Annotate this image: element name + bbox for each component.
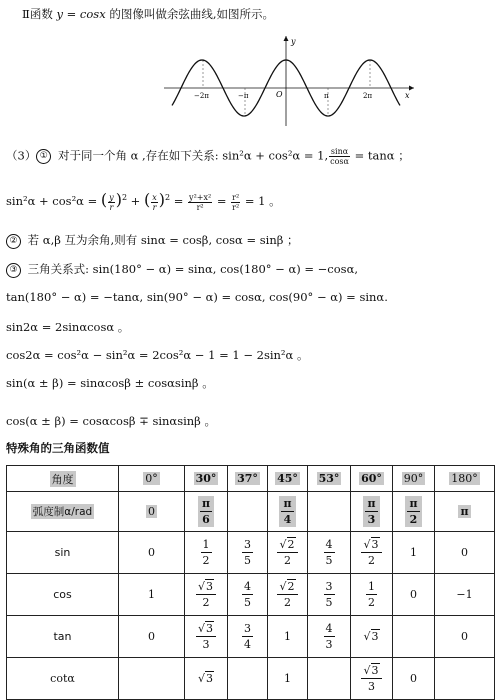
cot-cell-45: 1 [268, 658, 308, 700]
item2-text: 若 α,β 互为余角,则有 sinα = cosβ, cosα = sinβ ； [24, 233, 299, 247]
table-title: 特殊角的三角函数值 [6, 441, 110, 455]
cot-cell-53 [308, 658, 351, 700]
item3-text: 对于同一个角 α ,存在如下关系: [54, 148, 223, 163]
formula-line-2: sin2α = 2sinαcosα 。 [6, 320, 130, 334]
degree-row [7, 466, 495, 492]
x-over-r: $\frac{x}{r}$ [152, 192, 157, 212]
deg-cell-90: 90° [393, 466, 435, 492]
sum-over-r2: $\frac{\text{y²+x²}}{\text{r²}}$ [189, 192, 212, 212]
sin-cell-45: $\frac{√2}{2}$ [268, 532, 308, 574]
tan-cell-45: 1 [268, 616, 308, 658]
tan-row [7, 616, 495, 658]
cos-cell-45: $\frac{√2}{2}$ [268, 574, 308, 616]
formula-line-4: sin(α ± β) = sinαcosβ ± cosαsinβ 。 [6, 376, 214, 390]
item3b-line [6, 261, 358, 278]
item3b-text: 三角关系式: sin(180° − α) = sinα, cos(180° − α) = −cosα, [24, 262, 358, 276]
sin-cell-90: 1 [393, 532, 435, 574]
radian-header: 弧度制α/rad [32, 506, 93, 518]
intro-line [22, 6, 274, 22]
tan-cell-180: 0 [435, 616, 495, 658]
deg-cell-60: 60° [351, 466, 393, 492]
sin-cell-60: $\frac{√3}{2}$ [351, 532, 393, 574]
item3-number: ① [36, 149, 51, 164]
sin-cell-180: 0 [435, 532, 495, 574]
sin-row-label: sin [7, 532, 119, 574]
cos-cell-180: −1 [435, 574, 495, 616]
rad-cell-180: π [435, 492, 495, 532]
derivation-lhs: sin²α + cos²α = [6, 194, 101, 208]
cot-cell-180 [435, 658, 495, 700]
tan-cell-90 [393, 616, 435, 658]
cot-row-label: cotα [7, 658, 119, 700]
cot-cell-30: √3 [185, 658, 228, 700]
tan-cell-37: $\frac{3}{4}$ [228, 616, 268, 658]
deg-cell-180: 180° [435, 466, 495, 492]
tick-label-negpi: −π [238, 92, 249, 100]
tick-label-pi: π [324, 92, 329, 100]
sin-row [7, 532, 495, 574]
rad-cell-0: 0 [119, 492, 185, 532]
cos-row [7, 574, 495, 616]
rad-cell-53 [308, 492, 351, 532]
sin-cell-53: $\frac{4}{5}$ [308, 532, 351, 574]
rad-cell-60: $\frac{\pi}{3}$ [351, 492, 393, 532]
cot-cell-0 [119, 658, 185, 700]
x-axis-label: x [405, 91, 410, 100]
cot-cell-37 [228, 658, 268, 700]
y-over-r: $\frac{y}{r}$ [109, 192, 114, 212]
cot-cell-60: $\frac{√3}{3}$ [351, 658, 393, 700]
radian-row [7, 492, 495, 532]
tan-cell-30: $\frac{√3}{3}$ [185, 616, 228, 658]
cos-cell-90: 0 [393, 574, 435, 616]
formula-line-3: cos2α = cos²α − sin²α = 2cos²α − 1 = 1 − 2sin²α 。 [6, 348, 309, 362]
angle-header-cell [7, 466, 119, 492]
r2-over-r2: $\frac{\text{r²}}{\text{r²}}$ [232, 192, 240, 212]
tan-row-label: tan [7, 616, 119, 658]
item3-line [6, 147, 410, 166]
rad-cell-37 [228, 492, 268, 532]
cosine-curve-graph [160, 30, 420, 130]
intro-prefix: Ⅱ函数 [22, 7, 57, 21]
item3-tan-tail: = tanα ； [350, 148, 410, 163]
intro-function: y = cosx [56, 7, 106, 21]
tan-cell-53: $\frac{4}{3}$ [308, 616, 351, 658]
rad-cell-90: $\frac{\pi}{2}$ [393, 492, 435, 532]
cos-cell-60: $\frac{1}{2}$ [351, 574, 393, 616]
radian-header-cell [7, 492, 119, 532]
deg-cell-0: 0° [119, 466, 185, 492]
x-axis-arrow [409, 86, 414, 91]
cot-row [7, 658, 495, 700]
item3-identity: sin²α + cos²α = 1, [222, 148, 329, 163]
item2-line [6, 232, 299, 249]
cos-cell-37: $\frac{4}{5}$ [228, 574, 268, 616]
cos-cell-53: $\frac{3}{5}$ [308, 574, 351, 616]
tick-label-neg2pi: −2π [194, 92, 209, 100]
special-angle-table [6, 465, 495, 700]
tick-label-2pi: 2π [363, 92, 373, 100]
item3-label: （3） [6, 148, 37, 163]
deg-cell-45: 45° [268, 466, 308, 492]
rad-cell-45: $\frac{\pi}{4}$ [268, 492, 308, 532]
derivation-result: = 1 。 [241, 194, 281, 208]
y-axis-label: y [291, 37, 296, 46]
sin-cell-0: 0 [119, 532, 185, 574]
tan-cell-0: 0 [119, 616, 185, 658]
item2-number: ② [6, 234, 21, 249]
sin-over-cos-fraction: $\frac{\sin\alpha}{\cos\alpha}$ [330, 147, 349, 166]
sin-cell-37: $\frac{3}{5}$ [228, 532, 268, 574]
formula-line-1: tan(180° − α) = −tanα, sin(90° − α) = cosα, cos(90° − α) = sinα. [6, 290, 388, 304]
deg-cell-53: 53° [308, 466, 351, 492]
derivation-line: sin²α + cos²α = ( $\frac{y}{r}$ )$^2$ + ( $\frac{x}{r}$ )$^2$ = $\frac{\text{y²+x²}}{\text{r²}}$ = $\frac{\text{r²}}{\text{r²}}$ = 1 。 [6, 190, 281, 212]
deg-cell-30: 30° [185, 466, 228, 492]
sin-cell-30: $\frac{1}{2}$ [185, 532, 228, 574]
cot-cell-90: 0 [393, 658, 435, 700]
cos-cell-30: $\frac{√3}{2}$ [185, 574, 228, 616]
angle-header: 角度 [51, 472, 74, 486]
cos-row-label: cos [7, 574, 119, 616]
cos-cell-0: 1 [119, 574, 185, 616]
y-axis-arrow [284, 36, 289, 41]
formula-line-5: cos(α ± β) = cosαcosβ ∓ sinαsinβ 。 [6, 414, 216, 428]
deg-cell-37: 37° [228, 466, 268, 492]
item3b-number: ③ [6, 263, 21, 278]
tan-cell-60: √3 [351, 616, 393, 658]
rad-cell-30: $\frac{\pi}{6}$ [185, 492, 228, 532]
intro-suffix: 的图像叫做余弦曲线,如图所示。 [105, 7, 274, 21]
origin-label: O [276, 90, 283, 99]
